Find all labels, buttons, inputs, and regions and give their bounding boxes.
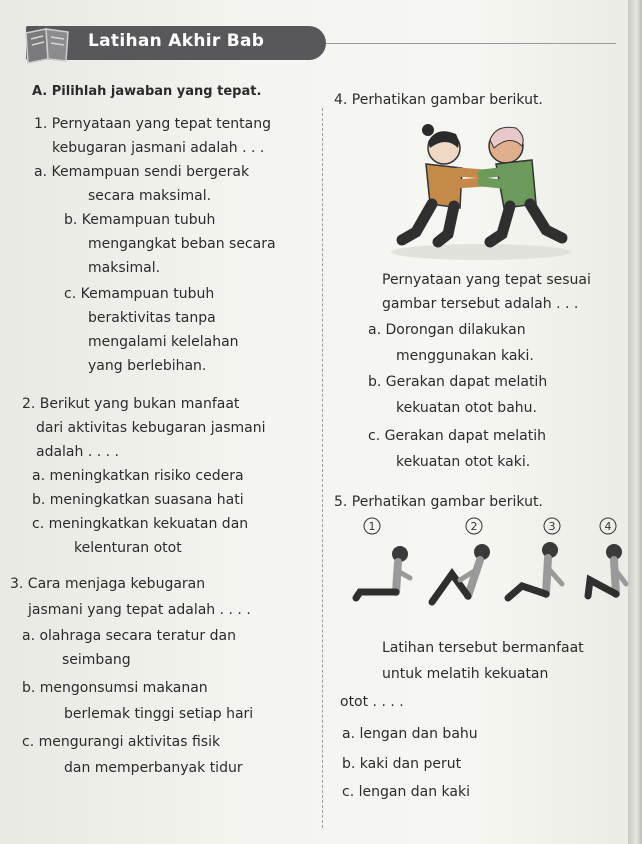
page-edge xyxy=(628,0,642,844)
question-5-option-c[interactable]: c. lengan dan kaki xyxy=(342,784,470,800)
kids-pushing-illustration xyxy=(386,112,576,262)
question-4-stem-3: gambar tersebut adalah . . . xyxy=(382,296,579,312)
question-1-option-b-cont: mengangkat beban secara xyxy=(88,236,276,252)
question-1-option-a-cont: secara maksimal. xyxy=(88,188,212,204)
question-3-option-b-cont: berlemak tinggi setiap hari xyxy=(64,706,254,722)
question-1-option-c-cont-2: mengalami kelelahan xyxy=(88,334,239,350)
question-1-option-c-cont-3: yang berlebihan. xyxy=(88,358,207,374)
question-1-option-c-cont: beraktivitas tanpa xyxy=(88,310,216,326)
question-5-option-a[interactable]: a. lengan dan bahu xyxy=(342,726,478,742)
svg-text:2: 2 xyxy=(470,520,478,533)
step-label-1 xyxy=(364,518,380,534)
question-5-option-b[interactable]: b. kaki dan perut xyxy=(342,756,462,772)
section-instruction: A. Pilihlah jawaban yang tepat. xyxy=(32,84,262,99)
step-label-2 xyxy=(466,518,482,534)
question-2-stem-2: dari aktivitas kebugaran jasmani xyxy=(36,420,266,436)
question-2-option-c-cont: kelenturan otot xyxy=(74,540,182,556)
question-3-option-a[interactable]: a. olahraga secara teratur dan xyxy=(22,628,236,644)
svg-text:1: 1 xyxy=(368,520,376,533)
question-3-option-c-cont: dan memperbanyak tidur xyxy=(64,760,243,776)
chapter-exercise-banner xyxy=(26,26,326,60)
question-5-stem-2: Latihan tersebut bermanfaat xyxy=(382,640,584,656)
step-label-3 xyxy=(544,518,560,534)
question-1-option-a[interactable]: a. Kemampuan sendi bergerak xyxy=(34,164,250,180)
question-2-stem-3: adalah . . . . xyxy=(36,444,119,460)
question-4-option-a-cont: menggunakan kaki. xyxy=(396,348,534,364)
question-2-option-b[interactable]: b. meningkatkan suasana hati xyxy=(32,492,244,508)
question-3-option-c[interactable]: c. mengurangi aktivitas fisik xyxy=(22,734,221,750)
question-5-stem-3: untuk melatih kekuatan xyxy=(382,666,549,682)
question-5-stem-4: otot . . . . xyxy=(340,694,404,710)
header-divider xyxy=(326,43,616,44)
question-4-stem-2: Pernyataan yang tepat sesuai xyxy=(382,272,591,288)
question-1-option-b-cont-2: maksimal. xyxy=(88,260,161,276)
question-3-option-a-cont: seimbang xyxy=(62,652,131,668)
question-2-stem-1: 2. Berikut yang bukan manfaat xyxy=(22,396,240,412)
book-icon xyxy=(22,23,76,65)
page-title: Latihan Akhir Bab xyxy=(88,31,265,51)
question-4-stem-1: 4. Perhatikan gambar berikut. xyxy=(334,92,543,108)
question-4-option-a[interactable]: a. Dorongan dilakukan xyxy=(368,322,526,338)
step-label-4 xyxy=(600,518,616,534)
column-divider xyxy=(322,108,323,828)
question-5-stem-1: 5. Perhatikan gambar berikut. xyxy=(334,494,543,510)
exercise-sequence-illustration xyxy=(352,514,632,616)
question-1-stem-2: kebugaran jasmani adalah . . . xyxy=(52,140,265,156)
question-3-option-b[interactable]: b. mengonsumsi makanan xyxy=(22,680,208,696)
svg-text:4: 4 xyxy=(604,520,612,533)
question-4-option-b[interactable]: b. Gerakan dapat melatih xyxy=(368,374,548,390)
question-3-stem-1: 3. Cara menjaga kebugaran xyxy=(10,576,206,592)
question-1-stem-1: 1. Pernyataan yang tepat tentang xyxy=(34,116,271,132)
question-1-option-b[interactable]: b. Kemampuan tubuh xyxy=(64,212,216,228)
question-3-stem-2: jasmani yang tepat adalah . . . . xyxy=(28,602,251,618)
question-4-option-c[interactable]: c. Gerakan dapat melatih xyxy=(368,428,547,444)
question-2-option-a[interactable]: a. meningkatkan risiko cedera xyxy=(32,468,244,484)
svg-text:3: 3 xyxy=(548,520,556,533)
question-4-option-c-cont: kekuatan otot kaki. xyxy=(396,454,531,470)
question-1-option-c[interactable]: c. Kemampuan tubuh xyxy=(64,286,215,302)
question-4-option-b-cont: kekuatan otot bahu. xyxy=(396,400,537,416)
question-2-option-c[interactable]: c. meningkatkan kekuatan dan xyxy=(32,516,249,532)
